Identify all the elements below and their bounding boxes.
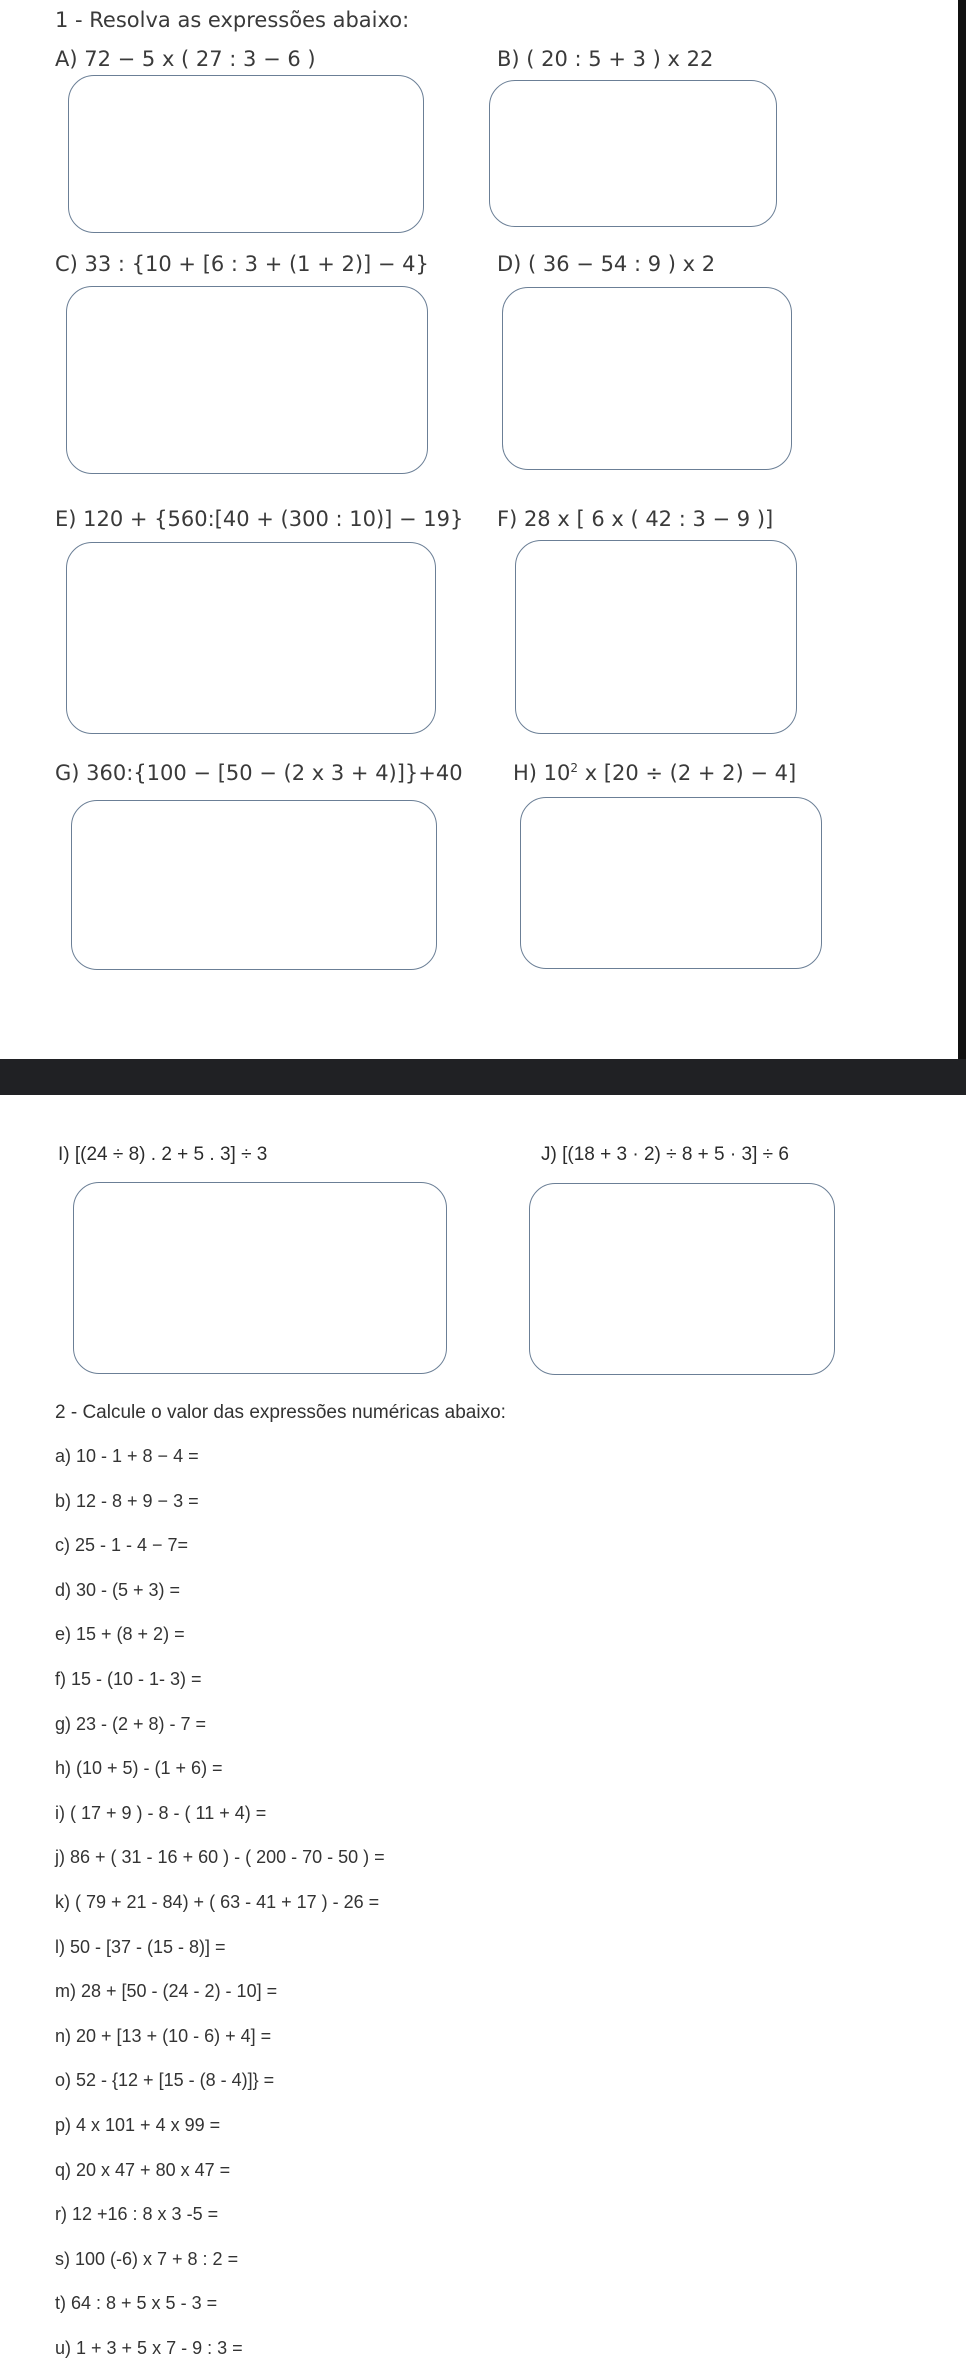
expression-g: G) 360:{100 − [50 − (2 x 3 + 4)]}+40 bbox=[55, 761, 463, 785]
exercise-item: c) 25 - 1 - 4 − 7= bbox=[55, 1535, 189, 1556]
answer-box-h[interactable] bbox=[520, 797, 822, 969]
answer-box-c[interactable] bbox=[66, 286, 428, 474]
exercise-item: p) 4 x 101 + 4 x 99 = bbox=[55, 2115, 221, 2135]
answer-box-a[interactable] bbox=[68, 75, 424, 233]
expression-f: F) 28 x [ 6 x ( 42 : 3 − 9 )] bbox=[497, 507, 774, 531]
exercise-item: o) 52 - {12 + [15 - (8 - 4)]} = bbox=[55, 2070, 275, 2091]
exercise-item: h) (10 + 5) - (1 + 6) = bbox=[55, 1758, 223, 1779]
exercise-item: g) 23 - (2 + 8) - 7 = bbox=[55, 1713, 207, 1734]
expression-c: C) 33 : {10 + [6 : 3 + (1 + 2)] − 4} bbox=[55, 252, 429, 276]
expression-j: J) [(18 + 3 · 2) ÷ 8 + 5 · 3] ÷ 6 bbox=[541, 1144, 789, 1165]
answer-box-b[interactable] bbox=[489, 80, 777, 227]
expression-d: D) ( 36 − 54 : 9 ) x 2 bbox=[497, 252, 716, 276]
exercise-item: r) 12 +16 : 8 x 3 -5 = bbox=[55, 2204, 219, 2225]
exercise-item: f) 15 - (10 - 1- 3) = bbox=[55, 1669, 202, 1689]
expression-e: E) 120 + {560:[40 + (300 : 10)] − 19} bbox=[55, 507, 464, 531]
expression-h: H) $10^2$ x [20 ÷ (2 + 2) − 4] bbox=[513, 761, 797, 785]
answer-box-i[interactable] bbox=[73, 1182, 447, 1374]
exercise-item: u) 1 + 3 + 5 x 7 - 9 : 3 = bbox=[55, 2338, 243, 2358]
exercise-item: k) ( 79 + 21 - 84) + ( 63 - 41 + 17 ) - 26 = bbox=[55, 1892, 380, 1912]
section2-title: 2 - Calcule o valor das expressões numéricas abaixo: bbox=[55, 1402, 506, 1423]
answer-box-g[interactable] bbox=[71, 800, 437, 970]
answer-box-e[interactable] bbox=[66, 542, 436, 734]
page-separator bbox=[0, 1059, 966, 1095]
expression-a: A) 72 − 5 x ( 27 : 3 − 6 ) bbox=[55, 47, 316, 71]
exercise-item: q) 20 x 47 + 80 x 47 = bbox=[55, 2159, 231, 2180]
exercise-item: m) 28 + [50 - (24 - 2) - 10] = bbox=[55, 1981, 278, 2002]
expression-i: I) [(24 ÷ 8) . 2 + 5 . 3] ÷ 3 bbox=[58, 1144, 268, 1165]
expression-b: B) ( 20 : 5 + 3 ) x 22 bbox=[497, 47, 714, 71]
exercise-item: b) 12 - 8 + 9 − 3 = bbox=[55, 1490, 199, 1511]
exercise-item: e) 15 + (8 + 2) = bbox=[55, 1624, 185, 1645]
exercise-item: d) 30 - (5 + 3) = bbox=[55, 1579, 181, 1600]
exercise-item: t) 64 : 8 + 5 x 5 - 3 = bbox=[55, 2293, 218, 2314]
exercise-item: n) 20 + [13 + (10 - 6) + 4] = bbox=[55, 2025, 272, 2046]
answer-box-d[interactable] bbox=[502, 287, 792, 470]
exercise-item: i) ( 17 + 9 ) - 8 - ( 11 + 4) = bbox=[55, 1802, 267, 1823]
exercise-item: s) 100 (-6) x 7 + 8 : 2 = bbox=[55, 2248, 239, 2269]
section1-title: 1 - Resolva as expressões abaixo: bbox=[55, 8, 410, 32]
exercise-item: j) 86 + ( 31 - 16 + 60 ) - ( 200 - 70 - 50 ) = bbox=[55, 1847, 385, 1868]
page-edge-shadow bbox=[958, 0, 966, 1060]
answer-box-j[interactable] bbox=[529, 1183, 835, 1375]
exercise-item: a) 10 - 1 + 8 − 4 = bbox=[55, 1446, 199, 1466]
answer-box-f[interactable] bbox=[515, 540, 797, 734]
exercise-item: l) 50 - [37 - (15 - 8)] = bbox=[55, 1936, 226, 1957]
